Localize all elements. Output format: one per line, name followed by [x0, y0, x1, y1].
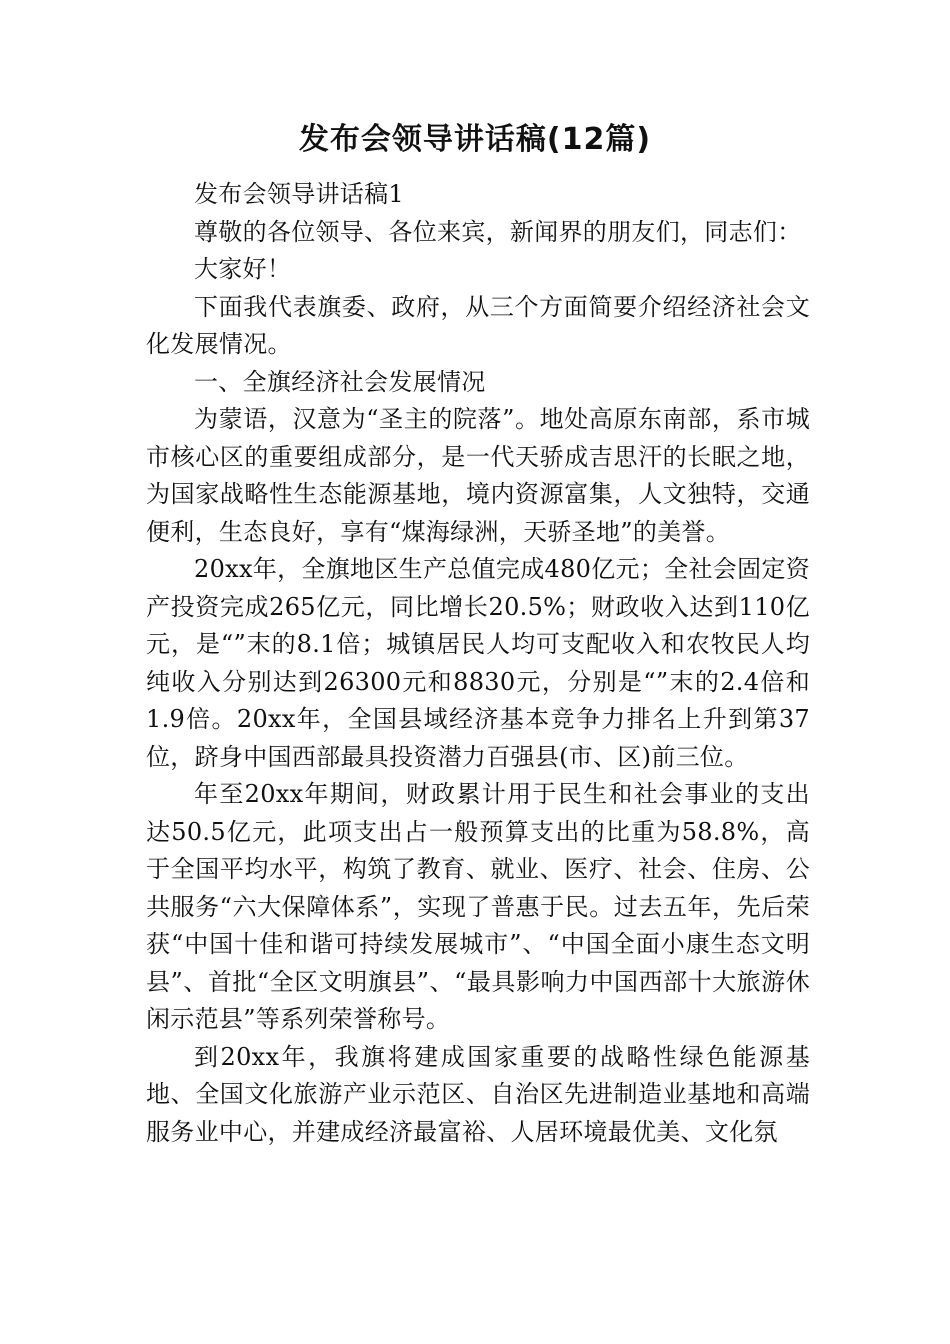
paragraph-intro: 下面我代表旗委、政府，从三个方面简要介绍经济社会文化发展情况。 [146, 292, 810, 358]
paragraph-subtitle: 发布会领导讲话稿1 [194, 180, 404, 208]
paragraph-goals: 到20xx年，我旗将建成国家重要的战略性绿色能源基地、全国文化旅游产业示范区、自治区先进制造业基地和高端服务业中心，并建成经济最富裕、人居环境最优美、文化氛 [146, 1042, 810, 1146]
paragraph-livelihood: 年至20xx年期间，财政累计用于民生和社会事业的支出达50.5亿元，此项支出占一般预算支出的比重为58.8%，高于全国平均水平，构筑了教育、就业、医疗、社会、住房、公共服务“六大保障体系”，实现了普惠于民。过去五年，先后荣获“中国十佳和谐可持续发展城市”、“中国全面小康生态文明县”、首批“全区文明旗县”、“最具影响力中国西部十大旅游休闲示范县”等系列荣誉称号。 [146, 780, 810, 1033]
paragraph-greeting: 大家好！ [194, 255, 292, 283]
section-heading-1: 一、全旗经济社会发展情况 [194, 367, 486, 396]
paragraph-overview: 为蒙语，汉意为“圣主的院落”。地处高原东南部，系市城市核心区的重要组成部分，是一代天骄成吉思汗的长眠之地，为国家战略性生态能源基地，境内资源富集，人文独特，交通便利，生态良好，享有“煤海绿洲，天骄圣地”的美誉。 [146, 405, 810, 546]
document-title: 发布会领导讲话稿(12篇) [298, 122, 652, 157]
paragraph-salutation: 尊敬的各位领导、各位来宾，新闻界的朋友们，同志们： [194, 217, 802, 246]
paragraph-economy: 20xx年，全旗地区生产总值完成480亿元；全社会固定资产投资完成265亿元，同比增长20.5%；财政收入达到110亿元，是“”末的8.1倍；城镇居民人均可支配收入和农牧民人均纯收入分别达到26300元和8830元，分别是“”末的2.4倍和1.9倍。20xx年，全国县域经济基本竞争力排名上升到第37位，跻身中国西部最具投资潜力百强县(市、区)前三位。 [146, 555, 810, 771]
document-body [146, 176, 810, 1151]
